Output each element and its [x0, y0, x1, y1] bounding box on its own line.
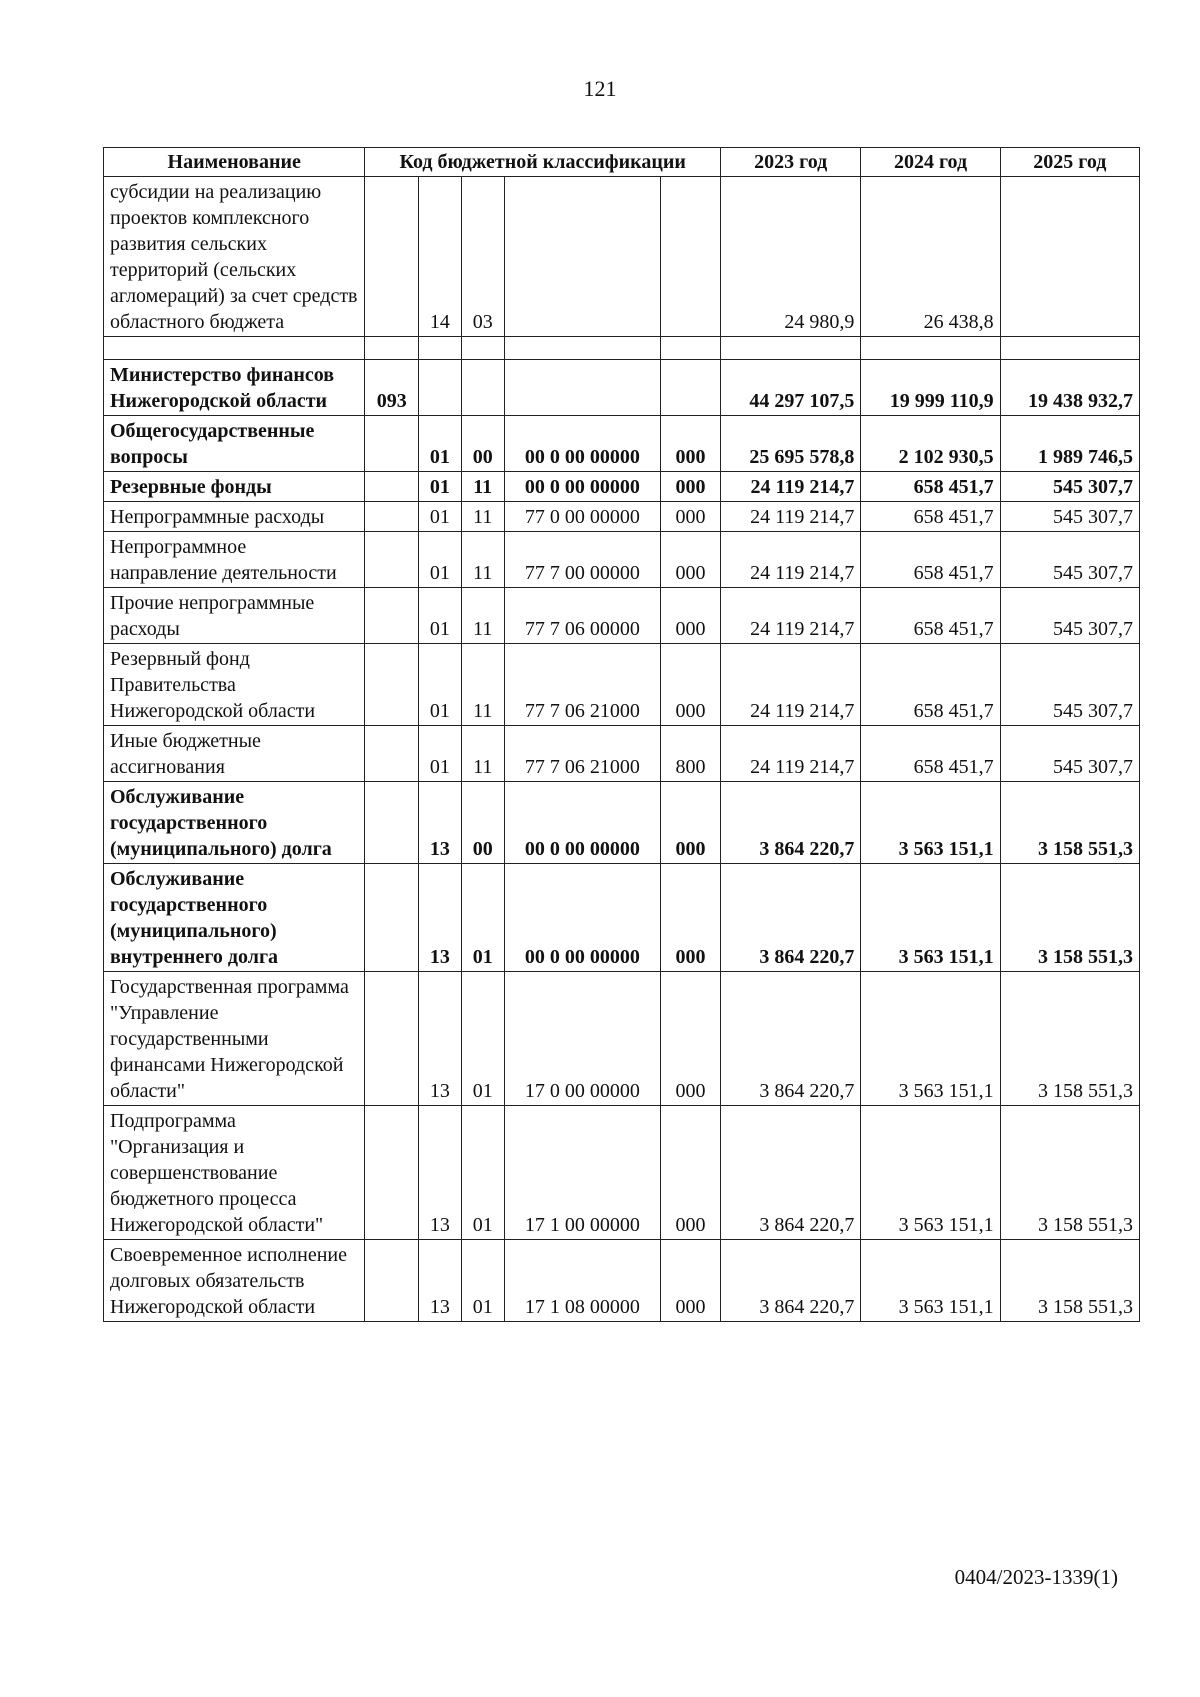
cell-expense-type-code: 000 — [661, 864, 721, 972]
cell-2023: 3 864 220,7 — [721, 1106, 861, 1240]
cell-expense-type-code: 000 — [661, 502, 721, 532]
cell-section-code: 01 — [418, 644, 461, 726]
cell-2025 — [1000, 337, 1139, 360]
cell-expense-type-code: 000 — [661, 644, 721, 726]
cell-2024: 3 563 151,1 — [861, 1106, 1000, 1240]
cell-section-code: 01 — [418, 416, 461, 472]
page-number: 121 — [583, 76, 617, 101]
cell-2025: 3 158 551,3 — [1000, 1106, 1139, 1240]
cell-ved-code — [365, 864, 419, 972]
cell-subsection-code — [461, 360, 504, 416]
cell-2024: 658 451,7 — [861, 502, 1000, 532]
cell-expense-type-code: 000 — [661, 588, 721, 644]
cell-2025: 545 307,7 — [1000, 472, 1139, 502]
table-row — [104, 644, 1140, 726]
cell-ved-code — [365, 472, 419, 502]
cell-2025: 545 307,7 — [1000, 532, 1139, 588]
cell-section-code: 01 — [418, 588, 461, 644]
cell-target-code — [504, 360, 660, 416]
cell-ved-code — [365, 532, 419, 588]
cell-section-code: 01 — [418, 532, 461, 588]
header-2023: 2023 год — [721, 148, 861, 177]
cell-name: Министерство финансов Нижегородской области — [104, 360, 365, 416]
cell-name: субсидии на реализацию проектов комплексного развития сельских территорий (сельских агломераций) за счет средств областного бюджета — [104, 177, 365, 337]
cell-section-code: 13 — [418, 1106, 461, 1240]
cell-expense-type-code: 000 — [661, 532, 721, 588]
cell-expense-type-code: 000 — [661, 416, 721, 472]
cell-subsection-code: 01 — [461, 1240, 504, 1322]
table-row — [104, 472, 1140, 502]
cell-2023: 3 864 220,7 — [721, 782, 861, 864]
cell-ved-code — [365, 782, 419, 864]
cell-2025: 545 307,7 — [1000, 588, 1139, 644]
cell-name: Подпрограмма "Организация и совершенствование бюджетного процесса Нижегородской области" — [104, 1106, 365, 1240]
budget-table — [103, 147, 1140, 1322]
cell-2024: 2 102 930,5 — [861, 416, 1000, 472]
table-row — [104, 416, 1140, 472]
cell-2024: 26 438,8 — [861, 177, 1000, 337]
cell-target-code: 77 7 06 21000 — [504, 726, 660, 782]
cell-2023: 24 119 214,7 — [721, 644, 861, 726]
cell-section-code: 01 — [418, 726, 461, 782]
table-row — [104, 972, 1140, 1106]
cell-section-code: 13 — [418, 782, 461, 864]
cell-2025: 545 307,7 — [1000, 502, 1139, 532]
cell-expense-type-code: 000 — [661, 972, 721, 1106]
cell-2025: 3 158 551,3 — [1000, 864, 1139, 972]
cell-target-code: 00 0 00 00000 — [504, 472, 660, 502]
cell-target-code: 77 7 00 00000 — [504, 532, 660, 588]
cell-2024: 3 563 151,1 — [861, 1240, 1000, 1322]
table-row — [104, 532, 1140, 588]
cell-ved-code: 093 — [365, 360, 419, 416]
cell-2023: 3 864 220,7 — [721, 972, 861, 1106]
cell-2023: 24 980,9 — [721, 177, 861, 337]
cell-name: Своевременное исполнение долговых обязательств Нижегородской области — [104, 1240, 365, 1322]
cell-expense-type-code: 000 — [661, 472, 721, 502]
cell-2023: 24 119 214,7 — [721, 532, 861, 588]
cell-subsection-code: 01 — [461, 972, 504, 1106]
cell-target-code: 00 0 00 00000 — [504, 782, 660, 864]
cell-subsection-code: 03 — [461, 177, 504, 337]
cell-subsection-code: 11 — [461, 532, 504, 588]
cell-expense-type-code: 000 — [661, 1240, 721, 1322]
cell-name: Государственная программа "Управление государственными финансами Нижегородской области" — [104, 972, 365, 1106]
cell-target-code: 77 7 06 21000 — [504, 644, 660, 726]
cell-target-code: 17 1 08 00000 — [504, 1240, 660, 1322]
table-header-row — [104, 148, 1140, 177]
cell-name: Прочие непрограммные расходы — [104, 588, 365, 644]
cell-2025: 545 307,7 — [1000, 644, 1139, 726]
cell-ved-code — [365, 337, 419, 360]
cell-target-code — [504, 337, 660, 360]
cell-target-code: 00 0 00 00000 — [504, 864, 660, 972]
cell-name: Обслуживание государственного (муниципального) долга — [104, 782, 365, 864]
cell-2025: 3 158 551,3 — [1000, 1240, 1139, 1322]
cell-2023: 25 695 578,8 — [721, 416, 861, 472]
cell-subsection-code: 00 — [461, 782, 504, 864]
cell-section-code: 14 — [418, 177, 461, 337]
cell-section-code: 13 — [418, 972, 461, 1106]
table-row — [104, 502, 1140, 532]
table-row — [104, 337, 1140, 360]
cell-ved-code — [365, 726, 419, 782]
cell-name: Непрограммные расходы — [104, 502, 365, 532]
table-row — [104, 588, 1140, 644]
cell-ved-code — [365, 416, 419, 472]
cell-2024: 658 451,7 — [861, 588, 1000, 644]
cell-2023: 24 119 214,7 — [721, 472, 861, 502]
cell-2025: 19 438 932,7 — [1000, 360, 1139, 416]
cell-ved-code — [365, 177, 419, 337]
cell-section-code: 13 — [418, 1240, 461, 1322]
cell-target-code: 77 7 06 00000 — [504, 588, 660, 644]
cell-target-code — [504, 177, 660, 337]
cell-section-code — [418, 337, 461, 360]
cell-2024: 3 563 151,1 — [861, 972, 1000, 1106]
cell-ved-code — [365, 1240, 419, 1322]
cell-2025: 545 307,7 — [1000, 726, 1139, 782]
table-row — [104, 782, 1140, 864]
table-row — [104, 864, 1140, 972]
cell-2023: 24 119 214,7 — [721, 502, 861, 532]
cell-2024: 658 451,7 — [861, 726, 1000, 782]
table-row — [104, 1106, 1140, 1240]
cell-ved-code — [365, 502, 419, 532]
cell-expense-type-code — [661, 337, 721, 360]
cell-ved-code — [365, 644, 419, 726]
cell-name: Непрограммное направление деятельности — [104, 532, 365, 588]
table-row — [104, 360, 1140, 416]
header-2024: 2024 год — [861, 148, 1000, 177]
table-row — [104, 726, 1140, 782]
cell-expense-type-code — [661, 360, 721, 416]
cell-2024: 3 563 151,1 — [861, 864, 1000, 972]
document-code: 0404/2023-1339(1) — [954, 1565, 1118, 1589]
cell-expense-type-code: 800 — [661, 726, 721, 782]
cell-subsection-code: 11 — [461, 644, 504, 726]
cell-subsection-code: 11 — [461, 726, 504, 782]
cell-2025: 3 158 551,3 — [1000, 782, 1139, 864]
cell-ved-code — [365, 1106, 419, 1240]
cell-name: Иные бюджетные ассигнования — [104, 726, 365, 782]
cell-2024: 658 451,7 — [861, 472, 1000, 502]
cell-subsection-code: 01 — [461, 1106, 504, 1240]
cell-name: Резервный фонд Правительства Нижегородской области — [104, 644, 365, 726]
cell-2024: 658 451,7 — [861, 532, 1000, 588]
cell-2025 — [1000, 177, 1139, 337]
table-body — [104, 177, 1140, 1322]
cell-target-code: 77 0 00 00000 — [504, 502, 660, 532]
cell-subsection-code: 11 — [461, 588, 504, 644]
cell-expense-type-code: 000 — [661, 782, 721, 864]
header-name: Наименование — [104, 148, 365, 177]
cell-name: Резервные фонды — [104, 472, 365, 502]
table-row — [104, 1240, 1140, 1322]
cell-subsection-code: 01 — [461, 864, 504, 972]
cell-2024: 3 563 151,1 — [861, 782, 1000, 864]
cell-subsection-code: 11 — [461, 502, 504, 532]
cell-2023: 3 864 220,7 — [721, 864, 861, 972]
header-code: Код бюджетной классификации — [365, 148, 721, 177]
cell-2023: 24 119 214,7 — [721, 726, 861, 782]
header-2025: 2025 год — [1000, 148, 1139, 177]
cell-ved-code — [365, 972, 419, 1106]
cell-2024: 19 999 110,9 — [861, 360, 1000, 416]
cell-2025: 3 158 551,3 — [1000, 972, 1139, 1106]
cell-target-code: 17 1 00 00000 — [504, 1106, 660, 1240]
cell-target-code: 00 0 00 00000 — [504, 416, 660, 472]
cell-subsection-code: 00 — [461, 416, 504, 472]
cell-subsection-code: 11 — [461, 472, 504, 502]
cell-expense-type-code — [661, 177, 721, 337]
cell-2024 — [861, 337, 1000, 360]
cell-2023 — [721, 337, 861, 360]
cell-2023: 44 297 107,5 — [721, 360, 861, 416]
cell-section-code: 01 — [418, 502, 461, 532]
cell-2024: 658 451,7 — [861, 644, 1000, 726]
cell-2025: 1 989 746,5 — [1000, 416, 1139, 472]
cell-name: Обслуживание государственного (муниципального) внутреннего долга — [104, 864, 365, 972]
cell-subsection-code — [461, 337, 504, 360]
cell-expense-type-code: 000 — [661, 1106, 721, 1240]
cell-ved-code — [365, 588, 419, 644]
cell-name — [104, 337, 365, 360]
cell-section-code: 01 — [418, 472, 461, 502]
cell-target-code: 17 0 00 00000 — [504, 972, 660, 1106]
cell-section-code — [418, 360, 461, 416]
table-row — [104, 177, 1140, 337]
cell-name: Общегосударственные вопросы — [104, 416, 365, 472]
cell-2023: 24 119 214,7 — [721, 588, 861, 644]
cell-2023: 3 864 220,7 — [721, 1240, 861, 1322]
cell-section-code: 13 — [418, 864, 461, 972]
